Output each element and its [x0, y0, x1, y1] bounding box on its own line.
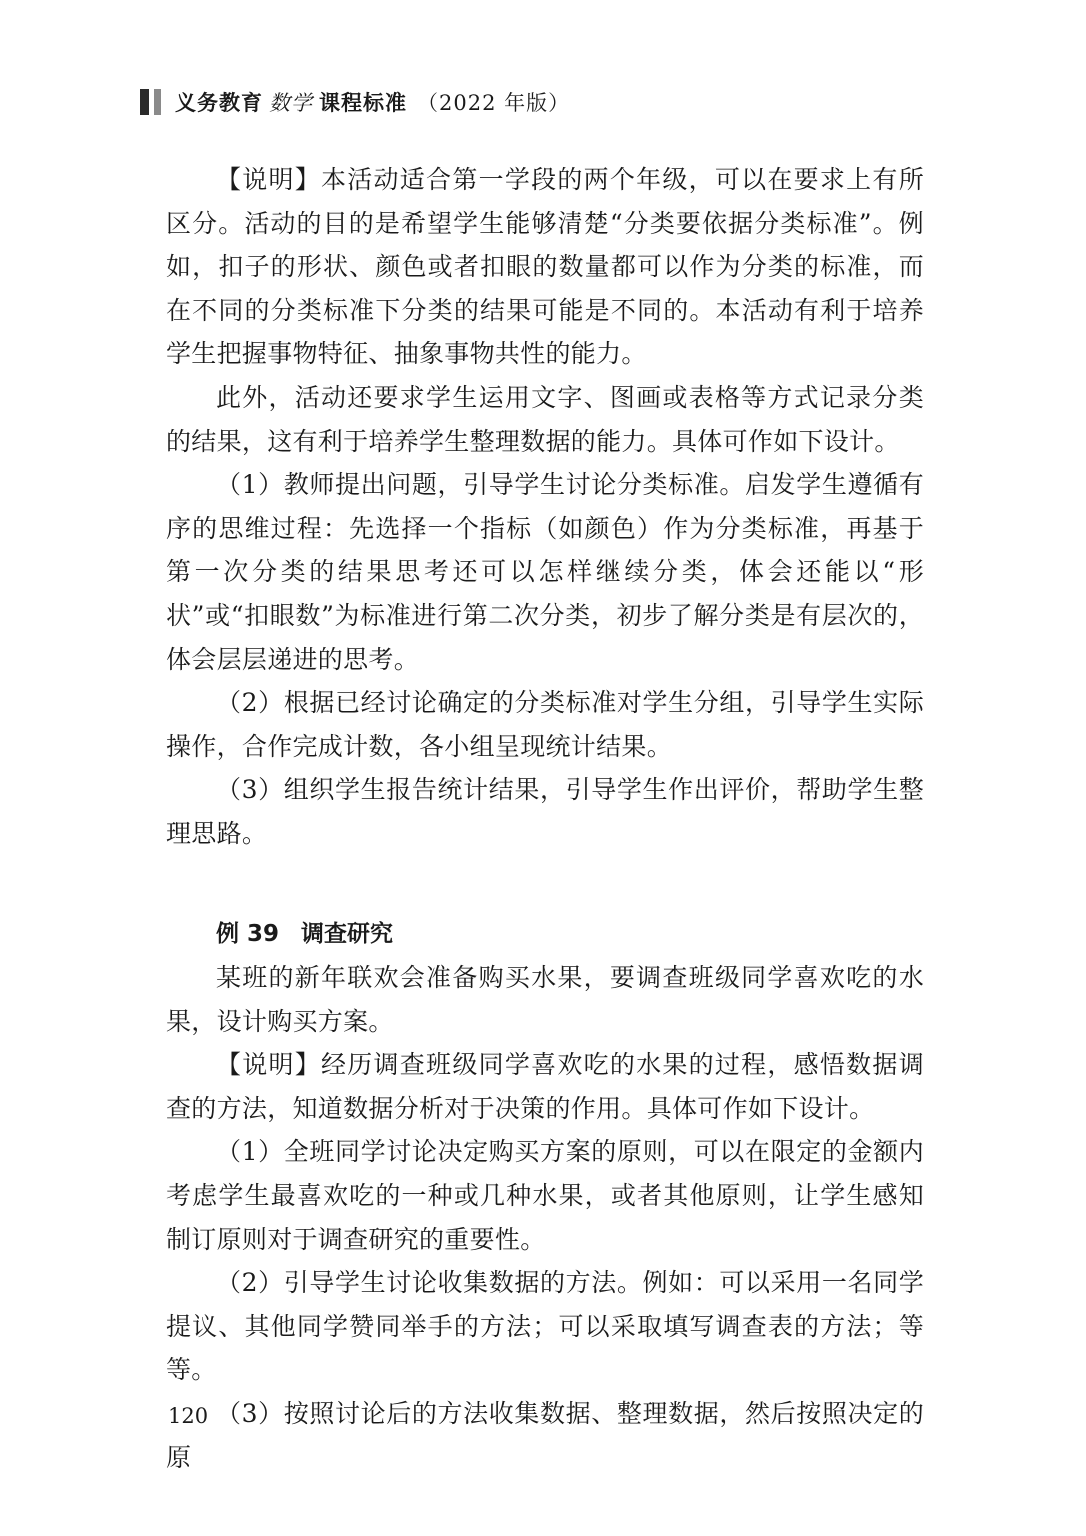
paragraph-step-2: （2）根据已经讨论确定的分类标准对学生分组，引导学生实际操作，合作完成计数，各小组呈现统计结果。	[166, 688, 924, 761]
paragraph-example-step-3: （3）按照讨论后的方法收集数据、整理数据，然后按照决定的原	[166, 1399, 924, 1472]
example-heading	[166, 913, 924, 957]
paragraph-step-3: （3）组织学生报告统计结果，引导学生作出评价，帮助学生整理思路。	[166, 775, 924, 848]
paragraph-example-explanation: 【说明】经历调查班级同学喜欢吃的水果的过程，感悟数据调查的方法，知道数据分析对于决策的作用。具体可作如下设计。	[166, 1050, 924, 1123]
paragraph-step-1: （1）教师提出问题，引导学生讨论分类标准。启发学生遵循有序的思维过程：先选择一个指标（如颜色）作为分类标准，再基于第一次分类的结果思考还可以怎样继续分类，体会还能以“形状”或“扣眼数”为标准进行第二次分类，初步了解分类是有层次的，体会层层递进的思考。	[166, 470, 924, 674]
example-number: 例 39	[216, 920, 280, 947]
header-bar-light	[154, 89, 161, 115]
header-book-title	[175, 87, 570, 117]
paragraph-example-intro: 某班的新年联欢会准备购买水果，要调查班级同学喜欢吃的水果，设计购买方案。	[166, 963, 924, 1036]
example-title: 调查研究	[301, 920, 394, 947]
header-edition: （2022 年版）	[417, 91, 571, 115]
paragraph-example-step-1: （1）全班同学讨论决定购买方案的原则，可以在限定的金额内考虑学生最喜欢吃的一种或几种水果，或者其他原则，让学生感知制订原则对于调查研究的重要性。	[166, 1137, 924, 1254]
header-title: 课程标准	[319, 91, 407, 115]
header-bar-dark	[140, 89, 149, 115]
paragraph-example-step-2: （2）引导学生讨论收集数据的方法。例如：可以采用一名同学提议、其他同学赞同举手的方法；可以采取填写调查表的方法；等等。	[166, 1268, 924, 1385]
header-subject: 数学	[269, 91, 313, 115]
header-series: 义务教育	[175, 91, 263, 115]
page-number: 120	[168, 1404, 209, 1428]
running-header	[140, 84, 570, 120]
header-bar-marks	[140, 89, 161, 115]
paragraph-additional: 此外，活动还要求学生运用文字、图画或表格等方式记录分类的结果，这有利于培养学生整理数据的能力。具体可作如下设计。	[166, 382, 924, 456]
paragraph-explanation: 【说明】本活动适合第一学段的两个年级，可以在要求上有所区分。活动的目的是希望学生能够清楚“分类要依据分类标准”。例如，扣子的形状、颜色或者扣眼的数量都可以作为分类的标准，而在不同的分类标准下分类的结果可能是不同的。本活动有利于培养学生把握事物特征、抽象事物共性的能力。	[166, 165, 924, 369]
page-body	[166, 158, 924, 1479]
